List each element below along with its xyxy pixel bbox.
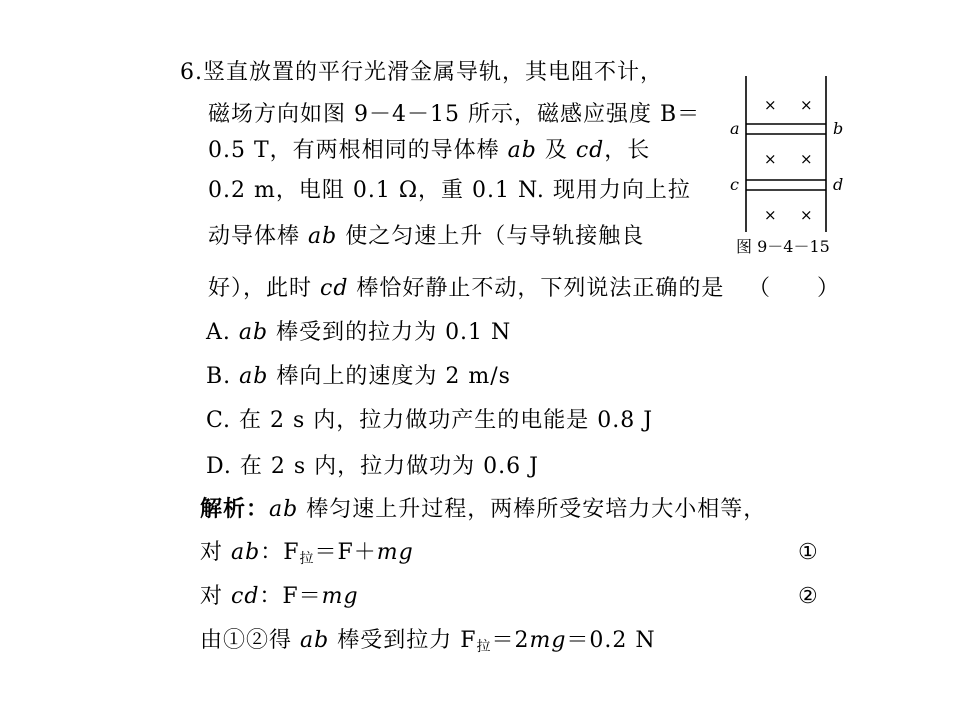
option-a-text: 棒受到的拉力为 0.1 N (268, 320, 512, 345)
problem-text-3a: 0.5 T，有两根相同的导体棒 (208, 138, 508, 163)
problem-text-6b: 棒恰好静止不动，下列说法正确的是 (348, 276, 725, 301)
problem-line-6 (208, 274, 724, 304)
var-cd: cd (320, 276, 349, 301)
field-cross: × (764, 96, 777, 114)
var-mg: mg (376, 540, 414, 565)
rod-ab (746, 124, 826, 134)
problem-text-3c: ，长 (604, 138, 651, 163)
var-ab: ab (239, 364, 269, 389)
eq2-part-a: ：F＝ (259, 584, 322, 609)
option-d (206, 452, 539, 482)
eq1-prefix: 对 (200, 540, 231, 565)
field-cross: × (764, 206, 777, 224)
field-cross: × (800, 206, 813, 224)
rod-cd (746, 180, 826, 190)
problem-text-5b: 使之匀速上升（与导轨接触良 (337, 224, 645, 249)
var-ab: ab (231, 540, 261, 565)
field-cross: × (800, 150, 813, 168)
eq3-part-c: ＝2 (491, 628, 530, 653)
eq1-part-a: ：F (260, 540, 300, 565)
answer-bracket-text: （ ） (748, 276, 841, 301)
eq1-subscript: 拉 (299, 551, 315, 567)
problem-line-2 (208, 100, 700, 130)
option-a-label: A. (206, 320, 239, 345)
var-mg: mg (529, 628, 567, 653)
problem-text-5a: 动导体棒 (208, 224, 308, 249)
var-ab: ab (300, 628, 330, 653)
option-c (206, 406, 653, 436)
option-d-text: D. 在 2 s 内，拉力做功为 0.6 J (206, 454, 539, 479)
label-d: d (833, 175, 844, 194)
solution-equation-2 (200, 582, 359, 612)
solution-equation-3 (200, 626, 656, 662)
option-b (206, 362, 511, 392)
solution-line-1 (200, 494, 766, 525)
solution-text-1: 棒匀速上升过程，两棒所受安培力大小相等， (298, 497, 767, 522)
var-ab: ab (308, 224, 338, 249)
eq1-part-b: ＝F＋ (314, 540, 377, 565)
problem-number: 6. (180, 60, 203, 85)
problem-text-1: 竖直放置的平行光滑金属导轨，其电阻不计， (203, 60, 664, 85)
var-ab: ab (269, 497, 299, 522)
solution-equation-1 (200, 538, 414, 574)
option-b-text: 棒向上的速度为 2 m/s (268, 364, 511, 389)
option-a (206, 318, 511, 348)
problem-text-4: 0.2 m，电阻 0.1 Ω，重 0.1 N. 现用力向上拉 (208, 178, 691, 203)
option-b-label: B. (206, 364, 240, 389)
rail-figure (726, 72, 856, 262)
option-c-text: C. 在 2 s 内，拉力做功产生的电能是 0.8 J (206, 408, 654, 433)
var-cd: cd (575, 138, 605, 163)
label-a: a (730, 119, 740, 138)
label-c: c (730, 175, 739, 194)
field-cross: × (764, 150, 777, 168)
eq3-part-a: 由①②得 (200, 628, 300, 653)
eq2-prefix: 对 (200, 584, 231, 609)
eq3-subscript: 拉 (476, 639, 492, 655)
equation-number-2: ② (798, 584, 818, 609)
solution-label: 解析： (200, 496, 270, 522)
problem-text-3b: 及 (536, 138, 576, 163)
problem-line-4 (208, 176, 691, 206)
var-cd: cd (231, 584, 260, 609)
field-cross: × (800, 96, 813, 114)
var-ab: ab (507, 138, 537, 163)
label-b: b (833, 119, 844, 138)
equation-number-1: ① (798, 540, 818, 565)
var-ab: ab (238, 320, 269, 345)
problem-text-6a: 好），此时 (208, 276, 320, 301)
figure-caption: 图 9－4－15 (736, 237, 830, 256)
problem-line-1 (180, 58, 663, 88)
eq3-part-d: ＝0.2 N (566, 628, 656, 653)
var-mg: mg (321, 584, 359, 609)
eq3-part-b: 棒受到拉力 F (329, 628, 477, 653)
problem-text-2: 磁场方向如图 9－4－15 所示，磁感应强度 B＝ (208, 102, 701, 127)
problem-line-5 (208, 222, 644, 252)
answer-bracket (748, 274, 840, 304)
problem-line-3 (208, 136, 650, 166)
